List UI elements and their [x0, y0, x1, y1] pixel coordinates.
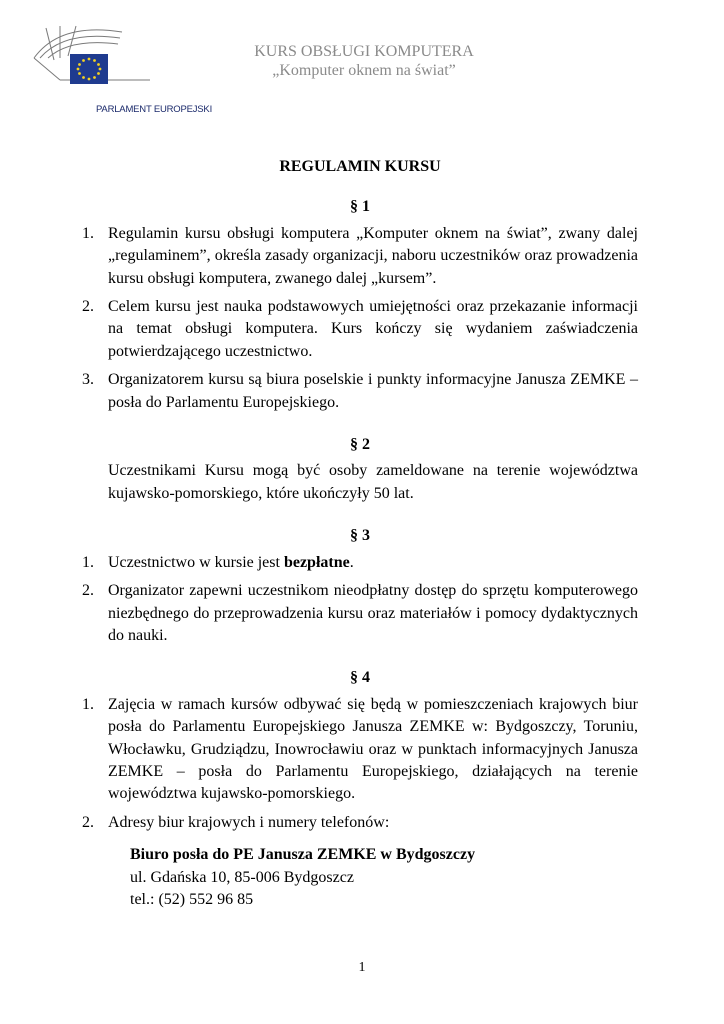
office-name: Biuro posła do PE Janusza ZEMKE w Bydgoszczy: [130, 846, 476, 864]
office-phone: tel.: (52) 552 96 85: [130, 890, 254, 908]
section-heading-1: § 1: [350, 198, 370, 216]
section-3-list: [82, 552, 638, 648]
list-item: [82, 552, 638, 574]
item-text: [108, 552, 638, 574]
item-number: 1.: [82, 224, 94, 242]
header-course-motto: „Komputer oknem na świat”: [272, 62, 456, 79]
document-title: REGULAMIN KURSU: [279, 158, 441, 175]
document-header: [214, 42, 514, 80]
list-item: [82, 694, 638, 806]
list-item: [82, 580, 638, 647]
item-text: Adresy biur krajowych i numery telefonów:: [108, 813, 390, 831]
item-text: Organizator zapewni uczestnikom nieodpłatny dostęp do sprzętu komputerowego niezbędnego do przeprowadzenia kursu oraz materiałów i pomocy dydaktycznych do nauki.: [108, 582, 638, 644]
item-text: Celem kursu jest nauka podstawowych umiejętności oraz przekazanie informacji na temat obsługi komputera. Kurs kończy się wydaniem zaświadczenia potwierdzającego uczestnictwo.: [108, 298, 638, 360]
office-address: [130, 844, 638, 911]
list-item: [82, 369, 638, 414]
section-2-text: Uczestnikami Kursu mogą być osoby zameldowane na terenie województwa kujawsko-pomorskiego, które ukończyły 50 lat.: [108, 462, 638, 502]
section-1-list: [82, 223, 638, 414]
parliament-emblem-icon: [30, 18, 180, 106]
item-number: 2.: [82, 813, 94, 831]
list-item: [82, 223, 638, 290]
header-course-name: KURS OBSŁUGI KOMPUTERA: [254, 43, 474, 60]
item-text-end: .: [349, 553, 354, 571]
section-heading-3: § 3: [350, 527, 370, 545]
item-number: 1.: [82, 695, 94, 713]
item-text: Organizatorem kursu są biura poselskie i punkty informacyjne Janusza ZEMKE – posła do Parlamentu Europejskiego.: [108, 371, 638, 411]
section-heading-4: § 4: [350, 669, 370, 687]
logo-caption: PARLAMENT EUROPEJSKI: [96, 104, 213, 115]
item-text: Regulamin kursu obsługi komputera „Komputer oknem na świat”, zwany dalej „regulaminem”, określa zasady organizacji, naboru uczestników oraz prowadzenia kursu obsługi komputera, zwanego dalej „kursem”.: [108, 224, 638, 287]
free-of-charge-emphasis: bezpłatne: [283, 553, 350, 571]
list-item: [82, 812, 638, 834]
document-body: [82, 156, 638, 911]
page-number: 1: [358, 960, 366, 975]
item-number: 1.: [82, 553, 94, 571]
item-number: 3.: [82, 371, 94, 389]
office-street: ul. Gdańska 10, 85-006 Bydgoszcz: [130, 868, 354, 886]
item-number: 2.: [82, 582, 94, 600]
section-heading-2: § 2: [350, 436, 370, 454]
item-text-part: Uczestnictwo w kursie jest: [108, 553, 284, 571]
item-number: 2.: [82, 298, 94, 316]
european-parliament-logo: [30, 18, 213, 115]
item-text: Zajęcia w ramach kursów odbywać się będą w pomieszczeniach krajowych biur posła do Parlamentu Europejskiego Janusza ZEMKE w: Bydgoszczy, Toruniu, Włocławku, Grudziądzu, Inowrocławiu oraz w punktach informacyjnych Janusza ZEMKE – posła do Parlamentu Europejskiego, działających na terenie województwa kujawsko-pomorskiego.: [108, 695, 638, 803]
section-4-list: [82, 694, 638, 834]
list-item: [82, 296, 638, 363]
